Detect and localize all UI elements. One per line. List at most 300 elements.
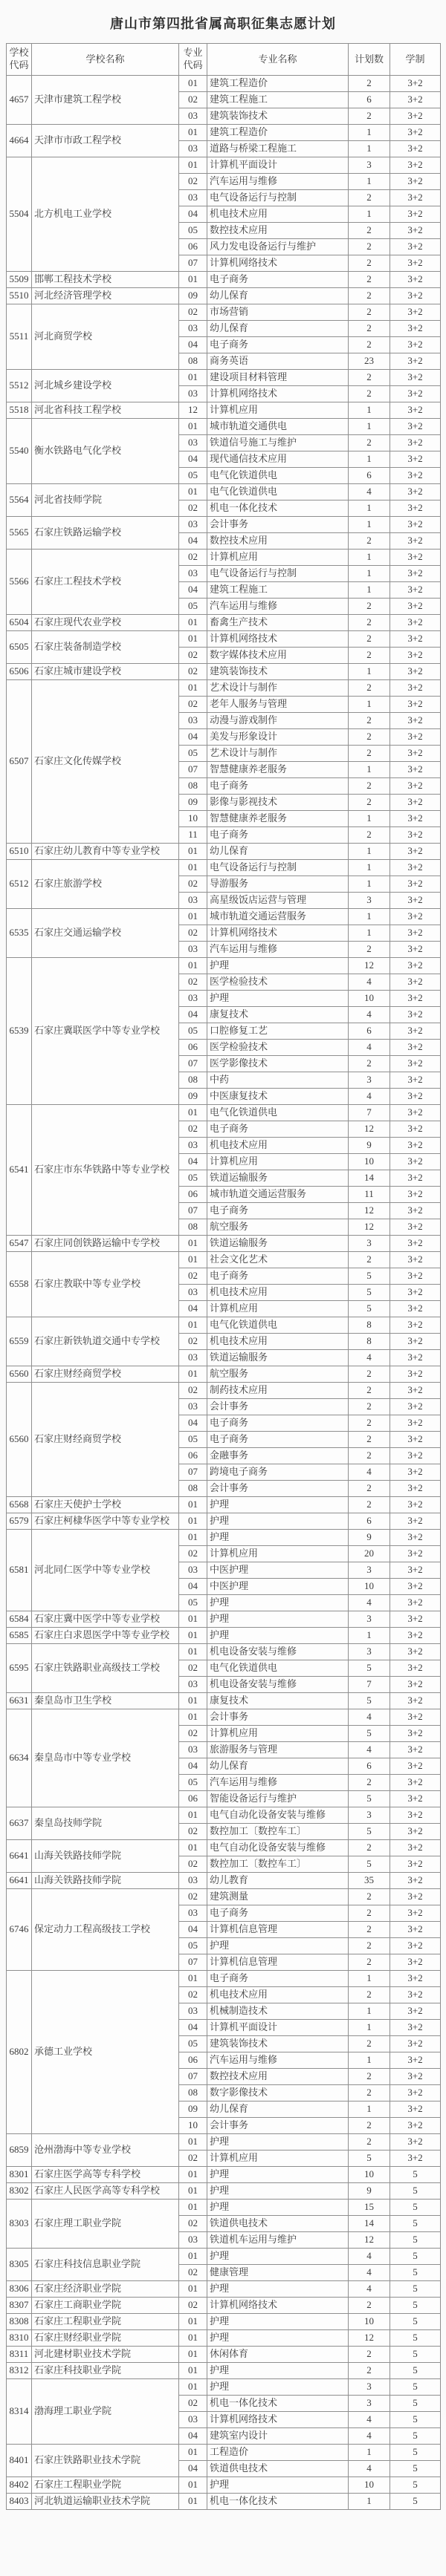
major-name-cell: 电气设备运行与控制 <box>207 190 349 206</box>
col-header-plan-count: 计划数 <box>349 44 390 76</box>
major-code-cell: 01 <box>179 419 207 435</box>
plan-count-cell: 2 <box>349 1448 390 1464</box>
school-name-cell: 渤海理工职业学院 <box>32 2379 179 2445</box>
plan-count-cell: 12 <box>349 1203 390 1219</box>
major-name-cell: 计算机信息管理 <box>207 1954 349 1971</box>
plan-count-cell: 15 <box>349 2200 390 2216</box>
duration-cell: 3+2 <box>390 1971 441 1987</box>
major-code-cell: 01 <box>179 2494 207 2510</box>
major-name-cell: 导游服务 <box>207 876 349 893</box>
plan-count-cell: 4 <box>349 1089 390 1105</box>
major-name-cell: 口腔修复工艺 <box>207 1023 349 1040</box>
major-name-cell: 城市轨道交通运营服务 <box>207 1187 349 1203</box>
school-name-cell: 石家庄工商职业学院 <box>32 2298 179 2314</box>
plan-count-cell: 2 <box>349 2036 390 2052</box>
major-code-cell: 07 <box>179 1954 207 1971</box>
major-name-cell: 艺术设计与制作 <box>207 746 349 762</box>
major-code-cell: 11 <box>179 827 207 844</box>
plan-count-cell: 1 <box>349 762 390 778</box>
school-name-cell: 北方机电工业学校 <box>32 157 179 272</box>
duration-cell: 3+2 <box>390 500 441 517</box>
plan-count-cell: 2 <box>349 680 390 697</box>
duration-cell: 5 <box>390 2265 441 2281</box>
major-name-cell: 电子商务 <box>207 1971 349 1987</box>
major-code-cell: 01 <box>179 1513 207 1530</box>
school-name-cell: 石家庄财经商贸学校 <box>32 1366 179 1383</box>
table-row <box>7 76 441 92</box>
major-name-cell: 旅游服务与管理 <box>207 1742 349 1758</box>
school-name-cell: 秦皇岛市中等专业学校 <box>32 1709 179 1807</box>
major-name-cell: 计算机应用 <box>207 1301 349 1317</box>
major-name-cell: 机电技术应用 <box>207 1285 349 1301</box>
duration-cell: 3+2 <box>390 2134 441 2151</box>
school-name-cell: 石家庄工程职业学院 <box>32 2314 179 2330</box>
major-code-cell: 04 <box>179 1154 207 1170</box>
plan-count-cell: 1 <box>349 141 390 157</box>
duration-cell: 3+2 <box>390 1334 441 1350</box>
major-name-cell: 动漫与游戏制作 <box>207 713 349 729</box>
major-code-cell: 03 <box>179 141 207 157</box>
plan-count-cell: 2 <box>349 713 390 729</box>
school-code-cell: 6560 <box>7 1366 32 1383</box>
plan-count-cell: 23 <box>349 353 390 370</box>
major-code-cell: 02 <box>179 1268 207 1285</box>
major-name-cell: 护理 <box>207 1530 349 1546</box>
duration-cell: 3+2 <box>390 925 441 942</box>
major-name-cell: 工程造价 <box>207 2445 349 2461</box>
major-code-cell: 03 <box>179 517 207 533</box>
school-code-cell: 8401 <box>7 2445 32 2477</box>
duration-cell: 3+2 <box>390 2003 441 2020</box>
major-code-cell: 04 <box>179 533 207 550</box>
major-name-cell: 计算机网络技术 <box>207 925 349 942</box>
major-name-cell: 建筑工程施工 <box>207 92 349 108</box>
school-code-cell: 6504 <box>7 615 32 631</box>
major-name-cell: 数控加工〔数控车工〕 <box>207 1856 349 1873</box>
major-code-cell: 07 <box>179 2069 207 2085</box>
major-code-cell: 01 <box>179 2183 207 2200</box>
major-code-cell: 06 <box>179 1187 207 1203</box>
plan-count-cell: 2 <box>349 1938 390 1954</box>
major-name-cell: 电子商务 <box>207 778 349 795</box>
table-row <box>7 2347 441 2363</box>
duration-cell: 3+2 <box>390 1742 441 1758</box>
school-name-cell: 石家庄城市建设学校 <box>32 664 179 680</box>
major-code-cell: 01 <box>179 2281 207 2298</box>
table-row <box>7 2249 441 2265</box>
major-code-cell: 07 <box>179 1203 207 1219</box>
duration-cell: 3+2 <box>390 533 441 550</box>
major-code-cell: 01 <box>179 1628 207 1644</box>
school-name-cell: 石家庄装备制造学校 <box>32 631 179 664</box>
school-code-cell: 6535 <box>7 909 32 958</box>
col-header-school-code: 学校代码 <box>7 44 32 76</box>
major-code-cell: 01 <box>179 1807 207 1824</box>
table-row <box>7 958 441 974</box>
major-code-cell: 03 <box>179 1873 207 1889</box>
major-code-cell: 08 <box>179 2085 207 2101</box>
major-code-cell: 01 <box>179 1497 207 1513</box>
school-name-cell: 石家庄工程技术学校 <box>32 550 179 615</box>
table-row <box>7 844 441 860</box>
school-code-cell: 8403 <box>7 2494 32 2510</box>
duration-cell: 3+2 <box>390 1203 441 1219</box>
major-code-cell: 03 <box>179 321 207 337</box>
plan-count-cell: 2 <box>349 2347 390 2363</box>
plan-count-cell: 2 <box>349 272 390 288</box>
major-name-cell: 建筑装饰技术 <box>207 108 349 125</box>
school-code-cell: 6641 <box>7 1873 32 1889</box>
major-code-cell: 02 <box>179 1726 207 1742</box>
plan-count-cell: 2 <box>349 1415 390 1432</box>
school-name-cell: 石家庄经济职业学院 <box>32 2281 179 2298</box>
plan-count-cell: 2 <box>349 2363 390 2379</box>
major-code-cell: 01 <box>179 860 207 876</box>
major-code-cell: 05 <box>179 1595 207 1611</box>
duration-cell: 3+2 <box>390 1350 441 1366</box>
school-name-cell: 石家庄教联中等专业学校 <box>32 1252 179 1317</box>
duration-cell: 3+2 <box>390 762 441 778</box>
table-row <box>7 1840 441 1856</box>
table-row <box>7 615 441 631</box>
major-name-cell: 计算机网络技术 <box>207 631 349 648</box>
school-name-cell: 石家庄现代农业学校 <box>32 615 179 631</box>
major-name-cell: 护理 <box>207 2249 349 2265</box>
plan-count-cell: 4 <box>349 1742 390 1758</box>
school-code-cell: 8314 <box>7 2379 32 2445</box>
header-row <box>7 44 441 76</box>
plan-count-cell: 4 <box>349 1709 390 1726</box>
duration-cell: 5 <box>390 2445 441 2461</box>
duration-cell: 3+2 <box>390 1187 441 1203</box>
school-code-cell: 6802 <box>7 1971 32 2134</box>
duration-cell: 5 <box>390 2363 441 2379</box>
table-row <box>7 157 441 174</box>
school-name-cell: 河北同仁医学中等专业学校 <box>32 1530 179 1611</box>
major-name-cell: 护理 <box>207 958 349 974</box>
duration-cell: 5 <box>390 2412 441 2428</box>
school-code-cell: 6634 <box>7 1709 32 1807</box>
school-name-cell: 秦皇岛市卫生学校 <box>32 1693 179 1709</box>
major-code-cell: 04 <box>179 1579 207 1595</box>
duration-cell: 3+2 <box>390 141 441 157</box>
duration-cell: 3+2 <box>390 599 441 615</box>
duration-cell: 3+2 <box>390 1464 441 1481</box>
table-row <box>7 1317 441 1334</box>
duration-cell: 3+2 <box>390 517 441 533</box>
major-name-cell: 艺术设计与制作 <box>207 680 349 697</box>
major-name-cell: 护理 <box>207 2314 349 2330</box>
table-row <box>7 1366 441 1383</box>
school-name-cell: 石家庄幼儿教育中等专业学校 <box>32 844 179 860</box>
duration-cell: 3+2 <box>390 1252 441 1268</box>
major-name-cell: 老年人服务与管理 <box>207 697 349 713</box>
duration-cell: 3+2 <box>390 288 441 304</box>
duration-cell: 3+2 <box>390 402 441 419</box>
duration-cell: 3+2 <box>390 370 441 386</box>
plan-count-cell: 1 <box>349 860 390 876</box>
school-name-cell: 石家庄文化传媒学校 <box>32 680 179 844</box>
major-name-cell: 计算机网络技术 <box>207 255 349 272</box>
major-code-cell: 04 <box>179 2428 207 2445</box>
plan-count-cell: 2 <box>349 2118 390 2134</box>
duration-cell: 3+2 <box>390 958 441 974</box>
major-code-cell: 02 <box>179 2265 207 2281</box>
major-code-cell: 05 <box>179 1170 207 1187</box>
duration-cell: 3+2 <box>390 206 441 223</box>
plan-count-cell: 1 <box>349 1971 390 1987</box>
major-code-cell: 05 <box>179 1023 207 1040</box>
plan-count-cell: 3 <box>349 2396 390 2412</box>
duration-cell: 3+2 <box>390 1399 441 1415</box>
major-code-cell: 09 <box>179 2101 207 2118</box>
duration-cell: 3+2 <box>390 991 441 1007</box>
major-name-cell: 航空服务 <box>207 1366 349 1383</box>
major-name-cell: 医学检验技术 <box>207 974 349 991</box>
plan-count-cell: 6 <box>349 1513 390 1530</box>
duration-cell: 3+2 <box>390 239 441 255</box>
plan-count-cell: 4 <box>349 2428 390 2445</box>
duration-cell: 5 <box>390 2347 441 2363</box>
plan-count-cell: 1 <box>349 844 390 860</box>
plan-count-cell: 2 <box>349 1383 390 1399</box>
duration-cell: 3+2 <box>390 1317 441 1334</box>
school-code-cell: 6637 <box>7 1807 32 1840</box>
duration-cell: 3+2 <box>390 1432 441 1448</box>
plan-count-cell: 7 <box>349 1105 390 1121</box>
duration-cell: 3+2 <box>390 1824 441 1840</box>
major-code-cell: 09 <box>179 1089 207 1105</box>
plan-count-cell: 1 <box>349 402 390 419</box>
table-row <box>7 909 441 925</box>
major-code-cell: 10 <box>179 2118 207 2134</box>
plan-count-cell: 2 <box>349 2085 390 2101</box>
major-name-cell: 汽车运用与维修 <box>207 2052 349 2069</box>
major-code-cell: 04 <box>179 337 207 353</box>
major-name-cell: 智慧健康养老服务 <box>207 762 349 778</box>
plan-count-cell: 2 <box>349 223 390 239</box>
major-code-cell: 01 <box>179 2363 207 2379</box>
major-name-cell: 建筑室内设计 <box>207 2428 349 2445</box>
major-code-cell: 07 <box>179 1464 207 1481</box>
major-code-cell: 05 <box>179 1775 207 1791</box>
duration-cell: 3+2 <box>390 1905 441 1922</box>
duration-cell: 3+2 <box>390 321 441 337</box>
major-code-cell: 02 <box>179 1660 207 1677</box>
major-name-cell: 机电设备安装与维修 <box>207 1677 349 1693</box>
major-name-cell: 制药技术应用 <box>207 1383 349 1399</box>
school-code-cell: 5510 <box>7 288 32 304</box>
school-name-cell: 石家庄白求恩医学中等专业学校 <box>32 1628 179 1644</box>
table-row <box>7 2167 441 2183</box>
major-name-cell: 计算机应用 <box>207 1154 349 1170</box>
major-name-cell: 航空服务 <box>207 1219 349 1236</box>
table-row <box>7 370 441 386</box>
duration-cell: 3+2 <box>390 272 441 288</box>
duration-cell: 3+2 <box>390 1954 441 1971</box>
table-row <box>7 484 441 500</box>
major-code-cell: 02 <box>179 648 207 664</box>
plan-count-cell: 9 <box>349 2183 390 2200</box>
major-code-cell: 04 <box>179 582 207 599</box>
major-code-cell: 08 <box>179 1072 207 1089</box>
duration-cell: 3+2 <box>390 1546 441 1562</box>
school-name-cell: 石家庄新铁轨道交通中专学校 <box>32 1317 179 1366</box>
plan-count-cell: 2 <box>349 190 390 206</box>
school-code-cell: 8306 <box>7 2281 32 2298</box>
major-code-cell: 04 <box>179 206 207 223</box>
school-code-cell: 6506 <box>7 664 32 680</box>
major-name-cell: 护理 <box>207 1628 349 1644</box>
major-code-cell: 05 <box>179 1938 207 1954</box>
duration-cell: 3+2 <box>390 1709 441 1726</box>
major-name-cell: 电子商务 <box>207 1121 349 1138</box>
school-name-cell: 石家庄人民医学高等专科学校 <box>32 2183 179 2200</box>
duration-cell: 3+2 <box>390 1301 441 1317</box>
duration-cell: 3+2 <box>390 1807 441 1824</box>
duration-cell: 3+2 <box>390 2151 441 2167</box>
major-code-cell: 02 <box>179 500 207 517</box>
duration-cell: 3+2 <box>390 1889 441 1905</box>
major-name-cell: 幼儿教育 <box>207 1873 349 1889</box>
duration-cell: 3+2 <box>390 1693 441 1709</box>
plan-count-cell: 10 <box>349 2167 390 2183</box>
school-code-cell: 8301 <box>7 2167 32 2183</box>
plan-count-cell: 2 <box>349 1922 390 1938</box>
duration-cell: 3+2 <box>390 157 441 174</box>
school-name-cell: 天津市建筑工程学校 <box>32 76 179 125</box>
duration-cell: 3+2 <box>390 876 441 893</box>
col-header-major-name: 专业名称 <box>207 44 349 76</box>
duration-cell: 3+2 <box>390 1121 441 1138</box>
major-code-cell: 01 <box>179 1530 207 1546</box>
major-name-cell: 护理 <box>207 2134 349 2151</box>
major-code-cell: 03 <box>179 2232 207 2249</box>
plan-count-cell: 6 <box>349 468 390 484</box>
duration-cell: 3+2 <box>390 174 441 190</box>
major-code-cell: 08 <box>179 353 207 370</box>
major-code-cell: 12 <box>179 402 207 419</box>
duration-cell: 3+2 <box>390 1072 441 1089</box>
major-code-cell: 04 <box>179 2020 207 2036</box>
major-code-cell: 02 <box>179 2298 207 2314</box>
duration-cell: 3+2 <box>390 1840 441 1856</box>
major-name-cell: 风力发电设备运行与维护 <box>207 239 349 255</box>
major-name-cell: 智慧健康养老服务 <box>207 811 349 827</box>
plan-count-cell: 5 <box>349 1301 390 1317</box>
plan-count-cell: 1 <box>349 2052 390 2069</box>
major-code-cell: 07 <box>179 255 207 272</box>
major-name-cell: 休闲体育 <box>207 2347 349 2363</box>
duration-cell: 3+2 <box>390 729 441 746</box>
major-name-cell: 幼儿保育 <box>207 844 349 860</box>
school-code-cell: 6585 <box>7 1628 32 1644</box>
duration-cell: 3+2 <box>390 386 441 402</box>
duration-cell: 3+2 <box>390 1497 441 1513</box>
school-name-cell: 石家庄旅游学校 <box>32 860 179 909</box>
duration-cell: 3+2 <box>390 1856 441 1873</box>
school-name-cell: 承德工业学校 <box>32 1971 179 2134</box>
school-code-cell: 5511 <box>7 304 32 370</box>
major-name-cell: 机电一体化技术 <box>207 500 349 517</box>
duration-cell: 3+2 <box>390 1366 441 1383</box>
major-name-cell: 会计事务 <box>207 1399 349 1415</box>
school-code-cell: 6641 <box>7 1840 32 1873</box>
school-name-cell: 天津市市政工程学校 <box>32 125 179 157</box>
major-code-cell: 06 <box>179 2052 207 2069</box>
duration-cell: 3+2 <box>390 811 441 827</box>
major-name-cell: 会计事务 <box>207 1709 349 1726</box>
table-row <box>7 288 441 304</box>
plan-count-cell: 1 <box>349 909 390 925</box>
duration-cell: 3+2 <box>390 2085 441 2101</box>
page-title: 唐山市第四批省属高职征集志愿计划 <box>110 16 336 31</box>
duration-cell: 3+2 <box>390 223 441 239</box>
major-code-cell: 04 <box>179 451 207 468</box>
duration-cell: 3+2 <box>390 1481 441 1497</box>
major-code-cell: 03 <box>179 2412 207 2428</box>
plan-count-cell: 9 <box>349 1530 390 1546</box>
school-name-cell: 河北轨道运输职业技术学院 <box>32 2494 179 2510</box>
duration-cell: 3+2 <box>390 974 441 991</box>
table-row <box>7 2379 441 2396</box>
major-name-cell: 计算机网络技术 <box>207 386 349 402</box>
school-name-cell: 石家庄铁路运输学校 <box>32 517 179 550</box>
major-name-cell: 数字影像技术 <box>207 2085 349 2101</box>
plan-count-cell: 2 <box>349 615 390 631</box>
major-name-cell: 数字媒体技术应用 <box>207 648 349 664</box>
major-code-cell: 02 <box>179 1121 207 1138</box>
duration-cell: 5 <box>390 2200 441 2216</box>
major-code-cell: 04 <box>179 2461 207 2477</box>
school-code-cell: 8305 <box>7 2249 32 2281</box>
major-name-cell: 现代通信技术应用 <box>207 451 349 468</box>
school-name-cell: 石家庄铁路职业技术学院 <box>32 2445 179 2477</box>
duration-cell: 3+2 <box>390 1562 441 1579</box>
duration-cell: 3+2 <box>390 1383 441 1399</box>
school-code-cell: 6579 <box>7 1513 32 1530</box>
duration-cell: 3+2 <box>390 2101 441 2118</box>
plan-count-cell: 5 <box>349 1660 390 1677</box>
major-name-cell: 数控技术应用 <box>207 223 349 239</box>
table-row <box>7 1497 441 1513</box>
duration-cell: 5 <box>390 2330 441 2347</box>
major-name-cell: 电子商务 <box>207 1203 349 1219</box>
major-name-cell: 机电技术应用 <box>207 1987 349 2003</box>
plan-count-cell: 5 <box>349 1726 390 1742</box>
plan-count-cell: 2 <box>349 1987 390 2003</box>
school-name-cell: 石家庄冀联医学中等专业学校 <box>32 958 179 1105</box>
plan-count-cell: 4 <box>349 2281 390 2298</box>
major-name-cell: 幼儿保育 <box>207 2101 349 2118</box>
plan-count-cell: 2 <box>349 2298 390 2314</box>
major-name-cell: 跨境电子商务 <box>207 1464 349 1481</box>
major-name-cell: 金融事务 <box>207 1448 349 1464</box>
col-header-school-name: 学校名称 <box>32 44 179 76</box>
duration-cell: 3+2 <box>390 2020 441 2036</box>
major-code-cell: 01 <box>179 2200 207 2216</box>
plan-count-cell: 12 <box>349 2330 390 2347</box>
major-code-cell: 01 <box>179 631 207 648</box>
table-row <box>7 272 441 288</box>
duration-cell: 3+2 <box>390 1611 441 1628</box>
plan-count-cell: 35 <box>349 1873 390 1889</box>
plan-count-cell: 2 <box>349 1399 390 1415</box>
duration-cell: 3+2 <box>390 337 441 353</box>
major-code-cell: 03 <box>179 1399 207 1415</box>
major-code-cell: 01 <box>179 272 207 288</box>
plan-count-cell: 2 <box>349 631 390 648</box>
